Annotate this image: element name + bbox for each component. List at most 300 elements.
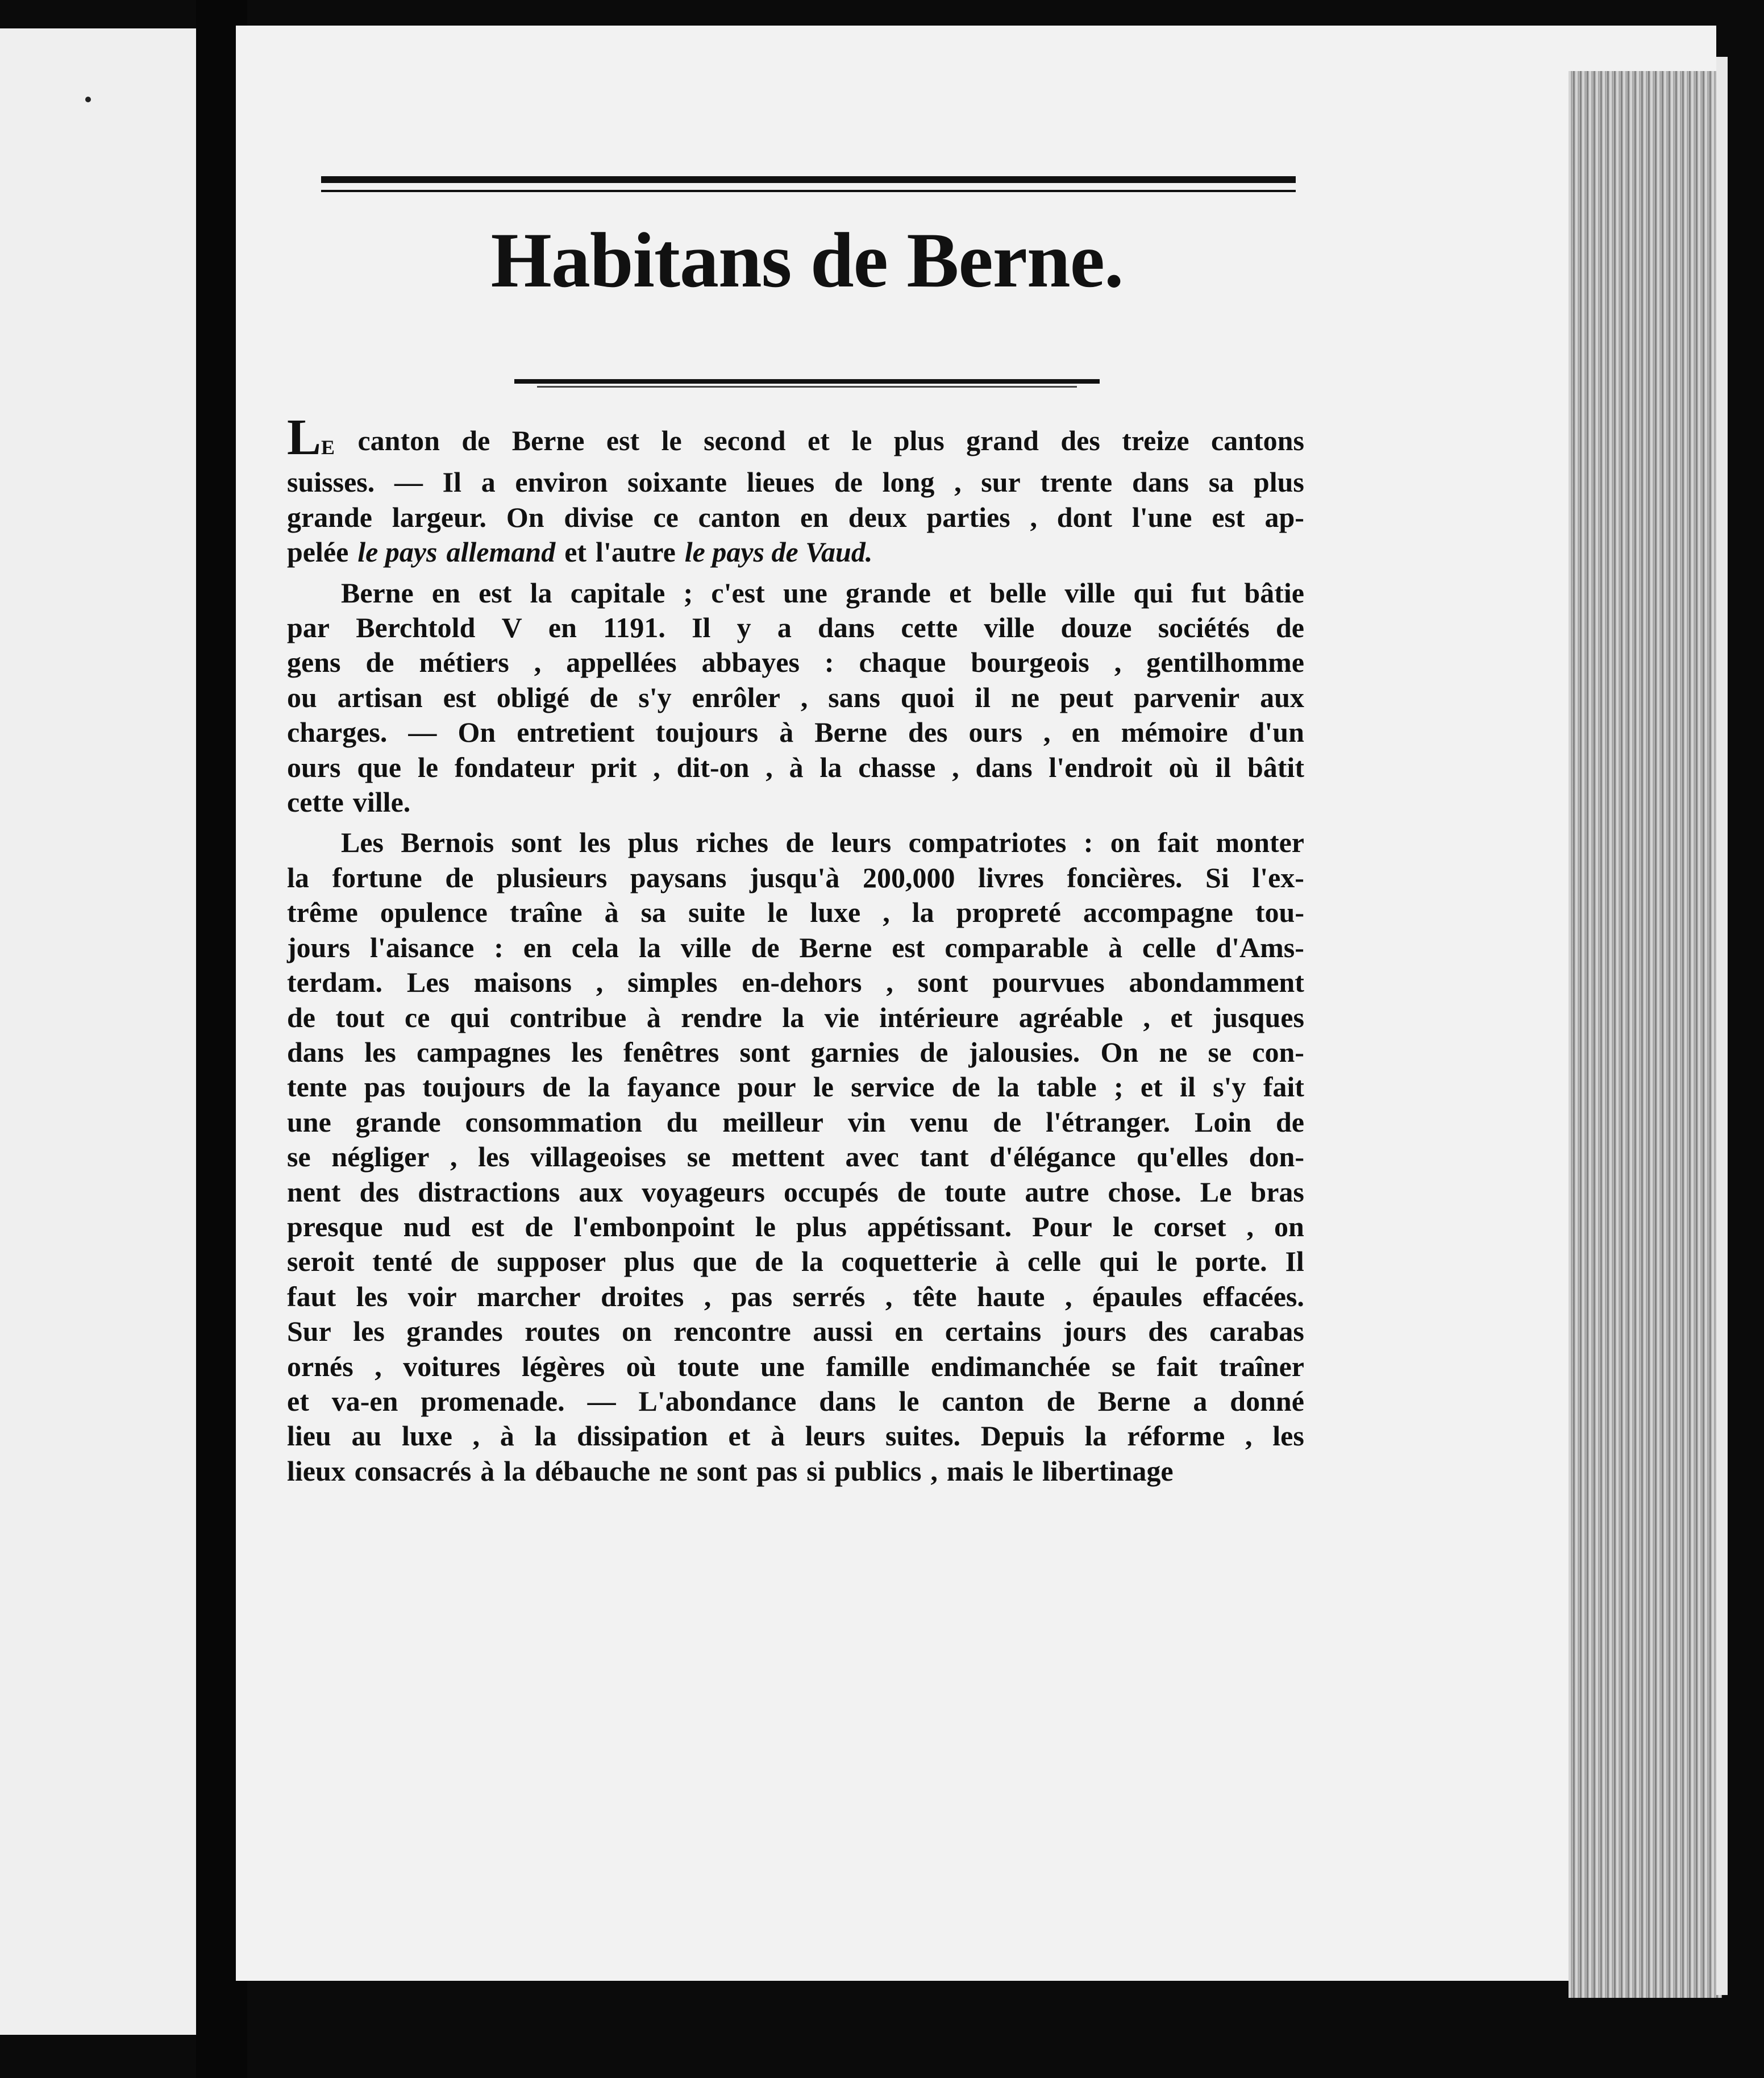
word: en [548,612,577,644]
word: tant [920,1141,969,1173]
word: intérieure [879,1001,999,1033]
word: chasse [858,751,936,783]
word: , [1143,1001,1151,1033]
word: c'est [711,576,765,609]
word: grande [355,1106,441,1138]
word: se [1112,1350,1135,1382]
word: dans [287,1036,344,1068]
word: Le [1200,1175,1232,1208]
word: l'embonpoint [573,1210,735,1242]
word: , [704,1280,712,1312]
word: autre [1025,1175,1089,1208]
word: LE [287,409,336,466]
word: , [653,751,660,783]
word: Il [692,612,711,644]
word: vie [824,1001,859,1033]
word: pas [364,1071,406,1103]
word: table [1037,1071,1097,1103]
word: endimanchée [931,1350,1091,1382]
word: on [1274,1210,1304,1242]
word: , [952,751,959,783]
word: bourgeois [971,646,1089,679]
word: il [1180,1071,1196,1103]
word: deux [848,501,907,533]
word: à [771,1420,785,1452]
word: à [789,751,804,783]
word: tout [335,1001,385,1033]
word: l'autre [596,536,676,568]
word: qu'elles [1136,1141,1229,1173]
word: suisses. [287,466,375,498]
text-line [287,1349,1304,1384]
word: la [530,576,552,609]
word: en [431,576,460,609]
word: le pays [357,536,438,568]
word: Loin [1195,1106,1252,1138]
word: comparable [945,931,1089,963]
word: va-en [331,1385,398,1417]
word: monter [1216,826,1304,859]
word: de [993,1106,1022,1138]
word: en [800,501,829,533]
word: s'y [1213,1071,1246,1103]
word: pas [756,1454,798,1487]
word: opulence [380,896,488,929]
text-line [287,409,1304,466]
word: de [589,681,618,713]
word: et [728,1420,751,1452]
word: plus [796,1210,847,1242]
word: simples [627,966,718,999]
text-line [287,465,1304,500]
word: vin [847,1106,886,1138]
word: , [1245,1420,1253,1452]
word: cette [901,612,958,644]
word: fut [1191,576,1226,609]
word: On [506,501,544,533]
word: environ [515,466,608,498]
word: jusques [1212,1001,1304,1033]
word: dans [1131,466,1189,498]
word: chaque [859,646,946,679]
text-line [287,610,1304,645]
word: le [1112,1210,1133,1242]
word: : [494,931,504,963]
word: nent [287,1175,341,1208]
word: sont [697,1454,747,1487]
word: dit-on [676,751,750,783]
word: l'étranger. [1046,1106,1171,1138]
word: de [755,1245,784,1278]
word: qui [1099,1245,1139,1278]
word: treize [1122,425,1189,456]
text-line [287,1384,1304,1419]
word: trême [287,896,358,929]
word: négliger [331,1141,430,1173]
word: routes [525,1315,600,1348]
word: obligé [496,681,569,713]
word: pourvues [992,966,1105,999]
word: paysans [630,861,727,893]
word: le [813,1071,834,1103]
word: meilleur [722,1106,823,1138]
text-line [287,576,1304,610]
word: canton [698,501,781,533]
word: leurs [831,826,892,859]
word: jours [1063,1315,1126,1348]
word: Berne [799,931,872,963]
word: du [666,1106,698,1138]
word: dissipation [577,1420,708,1452]
word: débauche [535,1454,651,1487]
word: aux [1260,681,1304,713]
word: d'Ams- [1216,931,1304,963]
word: de [751,931,780,963]
word: ville [1064,576,1116,609]
word: est [471,1210,505,1242]
word: sans [828,681,880,713]
word: dans [818,612,875,644]
text-line [287,1105,1304,1140]
word: qui [1133,576,1173,609]
word: celle [1142,931,1196,963]
word: cette [287,786,344,818]
word: fait [1157,826,1199,859]
word: ornés [287,1350,353,1382]
text-line [287,785,1304,820]
word: où [626,1350,656,1382]
word: voitures [403,1350,501,1382]
word: — [394,466,423,498]
word: mettent [731,1141,825,1173]
word: cela [571,931,619,963]
word: largeur. [392,501,487,533]
word: les [353,1315,385,1348]
word: ours [968,716,1022,749]
word: de [525,1210,554,1242]
word: de [287,1001,315,1033]
word: d'élégance [989,1141,1116,1173]
word: ce [405,1001,430,1033]
word: mais [946,1454,1004,1487]
word: toujours [422,1071,525,1103]
word: leurs [805,1420,866,1452]
word: jours [287,931,351,963]
word: d'un [1249,716,1304,749]
text-line [287,500,1304,535]
word: à [779,716,794,749]
text-line [287,680,1304,715]
word: bâtie [1244,576,1304,609]
word: grande [287,501,372,533]
word: en [1071,716,1100,749]
page-margin-strip [1716,57,1728,1995]
word: Sur [287,1315,331,1348]
body-text [287,409,1304,1489]
word: : [824,646,834,679]
word: qui [450,1001,490,1033]
word: mémoire [1121,716,1228,749]
word: seroit [287,1245,355,1278]
word: occupés [784,1175,879,1208]
word: de [785,826,814,859]
text-line [287,1419,1304,1453]
word: corset [1153,1210,1226,1242]
word: réforme [1127,1420,1225,1452]
text-line [287,1244,1304,1279]
word: foncières. [1067,861,1183,893]
word: bras [1250,1175,1304,1208]
word: la [588,1071,610,1103]
word: trente [1040,466,1113,498]
word: fayance [627,1071,721,1103]
word: la [287,861,309,893]
word: toute [677,1350,739,1382]
word: consommation [465,1106,642,1138]
word: le [851,425,872,456]
word: , [885,1280,893,1312]
text-line [287,1035,1304,1070]
word: , [954,466,962,498]
word: pelée [287,536,349,568]
word: pour [737,1071,796,1103]
word: la [534,1420,557,1452]
word: toute [944,1175,1006,1208]
word: Berne [511,425,585,456]
word: s'y [638,681,672,713]
word: Pour [1032,1210,1092,1242]
word: compatriotes [908,826,1067,859]
word: canton [942,1385,1024,1417]
word: douze [1060,612,1132,644]
word: sa [1208,466,1234,498]
word: Berne [341,576,414,609]
word: promenade. [421,1385,565,1417]
word: villageoises [530,1141,667,1173]
word: l'ex- [1252,861,1304,893]
word: la [819,751,842,783]
word: des [359,1175,400,1208]
text-line [287,1314,1304,1349]
word: garnies [810,1036,900,1068]
word: prit [590,751,637,783]
word: de [1046,1385,1075,1417]
word: de [897,1175,926,1208]
word: contribue [509,1001,627,1033]
word: une [287,1106,331,1138]
word: — [587,1385,616,1417]
word: dans [819,1385,876,1417]
word: et [564,536,587,568]
word: le [661,425,682,456]
word: métiers [419,646,509,679]
word: Berchtold [356,612,476,644]
word: coquetterie [841,1245,977,1278]
word: de [1275,612,1304,644]
word: donné [1230,1385,1304,1417]
word: est [479,576,512,609]
word: l'endroit [1049,751,1153,783]
word: la [638,931,661,963]
word: de [1275,1106,1304,1138]
word: , [1030,501,1037,533]
word: de [920,1036,948,1068]
word: serrés [792,1280,866,1312]
word: est [606,425,640,456]
word: peut [1059,681,1114,713]
word: le [755,1210,776,1242]
word: charges. [287,716,388,749]
word: a [777,612,792,644]
paragraph [287,825,1304,1489]
word: ; [1113,1071,1124,1103]
word: , [1114,646,1122,679]
word: venu [910,1106,969,1138]
word: que [692,1245,737,1278]
word: carabas [1209,1315,1304,1348]
adjacent-page-left [0,28,196,2035]
word: ou [287,681,317,713]
word: à [604,896,619,929]
word: divise [564,501,634,533]
word: on [622,1315,652,1348]
word: parties [926,501,1010,533]
word: le [767,896,788,929]
word: et [1170,1001,1193,1033]
word: ne [659,1454,688,1487]
word: lieues [746,466,815,498]
word: la [801,1245,823,1278]
word: la [1084,1420,1107,1452]
word: presque [287,1210,383,1242]
page-title: Habitans de Berne. [490,217,1124,304]
word: rendre [681,1001,762,1033]
word: et [807,425,830,456]
word: jalousies. [968,1036,1080,1068]
word: nud [403,1210,451,1242]
word: con- [1252,1036,1304,1068]
title-underline-rule [514,379,1100,384]
word: capitale [570,576,665,609]
word: accompagne [1083,896,1233,929]
word: traîne [509,896,583,929]
word: le [1156,1245,1178,1278]
word: à [995,1245,1010,1278]
word: 1191. [603,612,665,644]
word: avec [845,1141,899,1173]
word: la [504,1454,526,1487]
word: enrôler [692,681,780,713]
text-line [287,965,1304,1000]
word: 200,000 [862,861,955,893]
word: grandes [406,1315,503,1348]
word: lieux [287,1454,346,1487]
word: soixante [627,466,727,498]
word: ; [683,576,693,609]
word: se [1208,1036,1232,1068]
word: épaules [1092,1280,1183,1312]
word: à [1108,931,1123,963]
word: livres [978,861,1044,893]
word: haute [977,1280,1045,1312]
word: L'abondance [638,1385,797,1417]
word: de [542,1071,571,1103]
word: en-dehors [742,966,862,999]
word: distractions [418,1175,560,1208]
word: sa [640,896,667,929]
word: de [951,1071,980,1103]
word: fondateur [454,751,575,783]
word: les [579,826,611,859]
word: de [450,1245,479,1278]
word: gentilhomme [1146,646,1304,679]
word: dans [975,751,1033,783]
word: sur [981,466,1021,498]
word: les [356,1280,388,1312]
word: fortune [332,861,422,893]
word: publics [834,1454,922,1487]
word: en [523,931,552,963]
word: tenté [372,1245,432,1278]
word: certains [945,1315,1042,1348]
word: marcher [477,1280,581,1312]
word: voir [407,1280,457,1312]
word: supposer [497,1245,606,1278]
word: aux [579,1175,623,1208]
text-line [287,535,1304,570]
word: service [851,1071,935,1103]
word: don- [1249,1141,1304,1173]
word: plus [627,826,679,859]
word: voyageurs [642,1175,765,1208]
paragraph [287,409,1304,570]
word: , [886,966,893,999]
text-line [287,645,1304,680]
word: il [975,681,991,713]
word: riches [696,826,768,859]
word: propreté [956,896,1061,929]
word: la [912,896,934,929]
word: , [883,896,890,929]
word: , [450,1141,457,1173]
word: porte. [1195,1245,1267,1278]
word: terdam. [287,966,382,999]
word: grande [845,576,931,609]
word: celle [1027,1245,1081,1278]
word: famille [826,1350,910,1382]
word: ville [984,612,1035,644]
word: toujours [655,716,759,749]
text-line [287,1279,1304,1314]
word: entretient [517,716,635,749]
word: y [737,612,751,644]
word: artisan [337,681,423,713]
word: Bernois [401,826,494,859]
word: par [287,612,330,644]
word: — [408,716,437,749]
word: , [1043,716,1051,749]
word: plusieurs [496,861,608,893]
word: chose. [1108,1175,1181,1208]
word: droites [601,1280,684,1312]
word: les [364,1036,396,1068]
word: des [908,716,948,749]
text-line [287,1175,1304,1210]
page-edges [1569,71,1722,1998]
word: le [417,751,439,783]
word: pas [731,1280,773,1312]
word: se [287,1141,311,1173]
